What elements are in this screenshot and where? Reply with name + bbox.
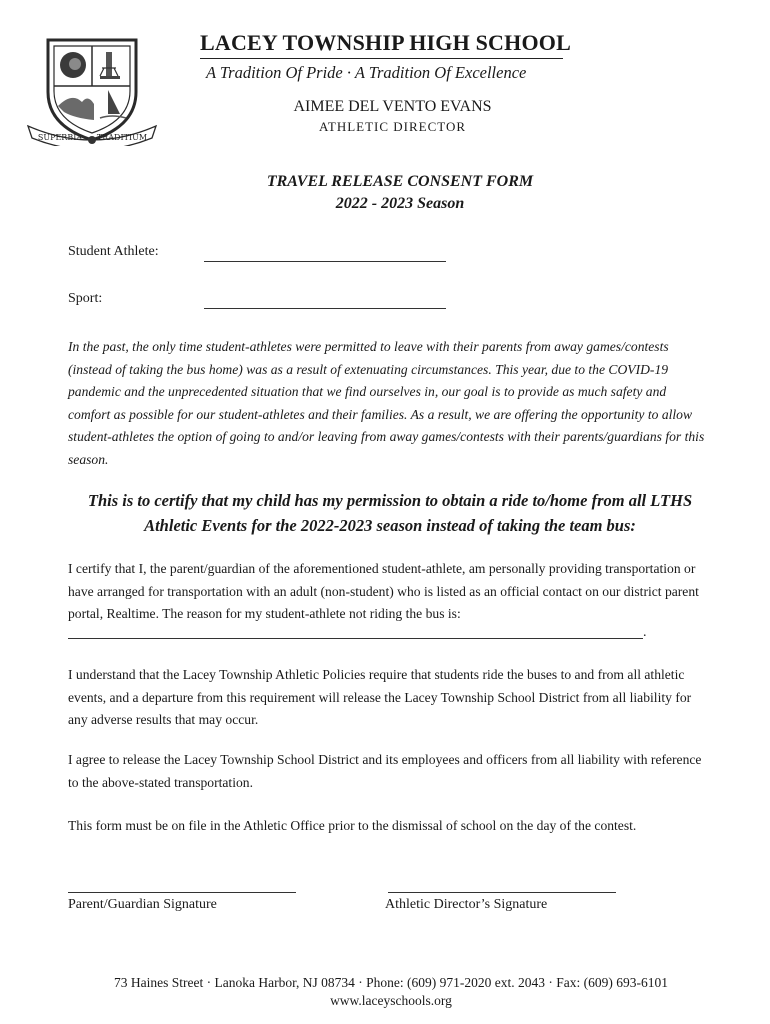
parent-signature-field[interactable] (68, 892, 296, 893)
transport-paragraph: I certify that I, the parent/guardian of the aforementioned student-athlete, am personally providing transportation or have arranged for transportation with an adult (non-student) who is listed as an official contact on our district parent portal, Realtime. The reason for my student-athlete not riding the bus is: (68, 561, 699, 622)
reason-field[interactable] (68, 638, 643, 639)
letterhead-divider (200, 58, 563, 59)
sport-field[interactable] (204, 308, 446, 309)
student-athlete-label: Student Athlete: (68, 244, 159, 259)
footer-website[interactable]: www.laceyschools.org (330, 993, 452, 1008)
reason-period: . (643, 625, 647, 640)
form-season: 2022 - 2023 Season (335, 195, 465, 212)
policy-paragraph: I understand that the Lacey Township Athletic Policies require that students ride the buses to and from all athletic events, and a departure from this requirement will release the Lacey Township School District from all liability for any adverse results that may occur. (68, 667, 692, 728)
director-signature-label: Athletic Director’s Signature (385, 897, 548, 912)
release-paragraph: I agree to release the Lacey Township School District and its employees and officers from all liability with reference to the above-stated transportation. (68, 752, 702, 790)
director-title: ATHLETIC DIRECTOR (318, 119, 467, 134)
crest-ribbon-left: SUPERBIA (37, 133, 83, 142)
crest-ribbon-right: TRADITIUM (96, 133, 148, 142)
director-signature-field[interactable] (388, 892, 616, 893)
file-deadline-paragraph: This form must be on file in the Athletic Office prior to the dismissal of school on the day of the contest. (68, 818, 637, 833)
school-motto: A Tradition Of Pride · A Tradition Of Excellence (206, 63, 527, 82)
intro-paragraph: In the past, the only time student-athletes were permitted to leave with their parents from away games/contests (instead of taking the bus home) was as a result of extenuating circumstances. This year, due to the COVID-19 pandemic and the unprecedented situation that we find ourselves in, our goal is to provide as much safety and comfort as possible for our student-athletes and their families. As a result, we are offering the opportunity to allow student-athletes the option of going to and/or leaving from away games/contests with their parents/guardians for this season. (68, 339, 705, 467)
lighthouse-emblem (106, 52, 112, 76)
parent-signature-label: Parent/Guardian Signature (68, 897, 217, 912)
sport-label: Sport: (68, 291, 103, 306)
school-name: LACEY TOWNSHIP HIGH SCHOOL (200, 30, 571, 55)
form-title: TRAVEL RELEASE CONSENT FORM (266, 173, 534, 190)
footer-address: 73 Haines Street · Lanoka Harbor, NJ 08734 · Phone: (609) 971-2020 ext. 2043 · Fax: (609) 693-6101 (114, 975, 668, 990)
student-athlete-field[interactable] (204, 261, 446, 262)
director-name: AIMEE DEL VENTO EVANS (293, 98, 492, 115)
permission-statement: This is to certify that my child has my permission to obtain a ride to/home from all LTHS Athletic Events for the 2022-2023 season instead of taking the team bus: (87, 491, 693, 535)
